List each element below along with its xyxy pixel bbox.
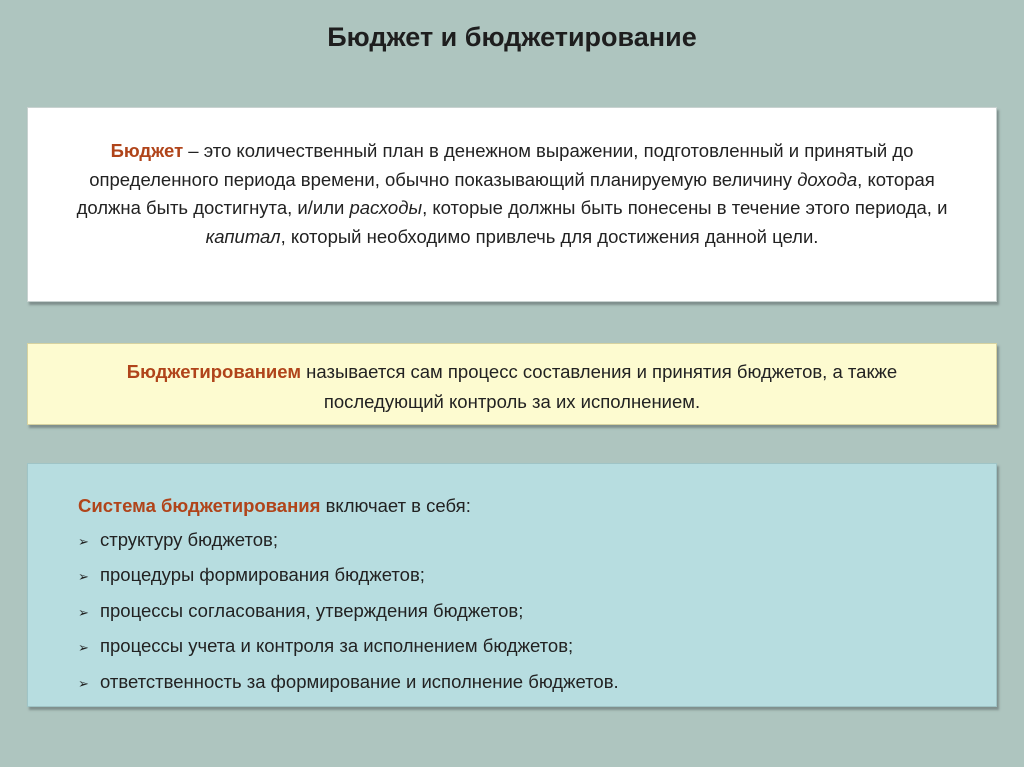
arrow-bullet-icon: ➢ xyxy=(78,569,89,584)
list-item-text: ответственность за формирование и исполнение бюджетов. xyxy=(100,670,619,692)
list-item xyxy=(78,594,956,630)
definition-text-part3: , которые должны быть понесены в течение этого периода, и xyxy=(422,197,948,218)
process-box xyxy=(27,343,997,425)
list-item xyxy=(78,629,956,665)
definition-capital: капитал xyxy=(205,225,281,247)
list-item-text: процессы учета и контроля за исполнением бюджетов; xyxy=(100,635,574,656)
arrow-bullet-icon: ➢ xyxy=(78,675,89,691)
definition-text-part4: , который необходимо привлечь для достижения данной цели. xyxy=(280,225,819,247)
process-text: называется сам процесс составления и принятия бюджетов, а также последующий контроль за их исполнением. xyxy=(301,361,898,412)
list-item-text: процессы согласования, утверждения бюджетов; xyxy=(100,599,524,621)
definition-text-part1: – это количественный план в денежном выражении, подготовленный и принятый до определенного периода времени, обычно показывающий планируемую величину xyxy=(89,140,914,190)
system-intro: включает в себя: xyxy=(320,495,471,516)
definition-text-part2: , которая должна быть достигнута, и/или xyxy=(76,168,935,218)
list-item-text: процедуры формирования бюджетов; xyxy=(100,564,425,585)
definition-income: дохода xyxy=(797,168,858,190)
list-item xyxy=(78,523,956,559)
list-item-text: структуру бюджетов; xyxy=(100,528,278,550)
definition-expenses: расходы xyxy=(349,197,423,218)
arrow-bullet-icon: ➢ xyxy=(78,640,89,655)
system-heading xyxy=(78,489,956,523)
arrow-bullet-icon: ➢ xyxy=(78,533,89,549)
system-box xyxy=(27,463,997,707)
definition-term: Бюджет xyxy=(110,140,184,161)
system-term: Система бюджетирования xyxy=(78,495,321,516)
list-item xyxy=(78,665,956,701)
definition-box xyxy=(27,107,997,302)
arrow-bullet-icon: ➢ xyxy=(78,604,89,620)
process-term: Бюджетированием xyxy=(126,361,302,382)
list-item xyxy=(78,558,956,594)
slide-title: Бюджет и бюджетирование xyxy=(327,22,697,52)
system-list xyxy=(78,523,956,701)
